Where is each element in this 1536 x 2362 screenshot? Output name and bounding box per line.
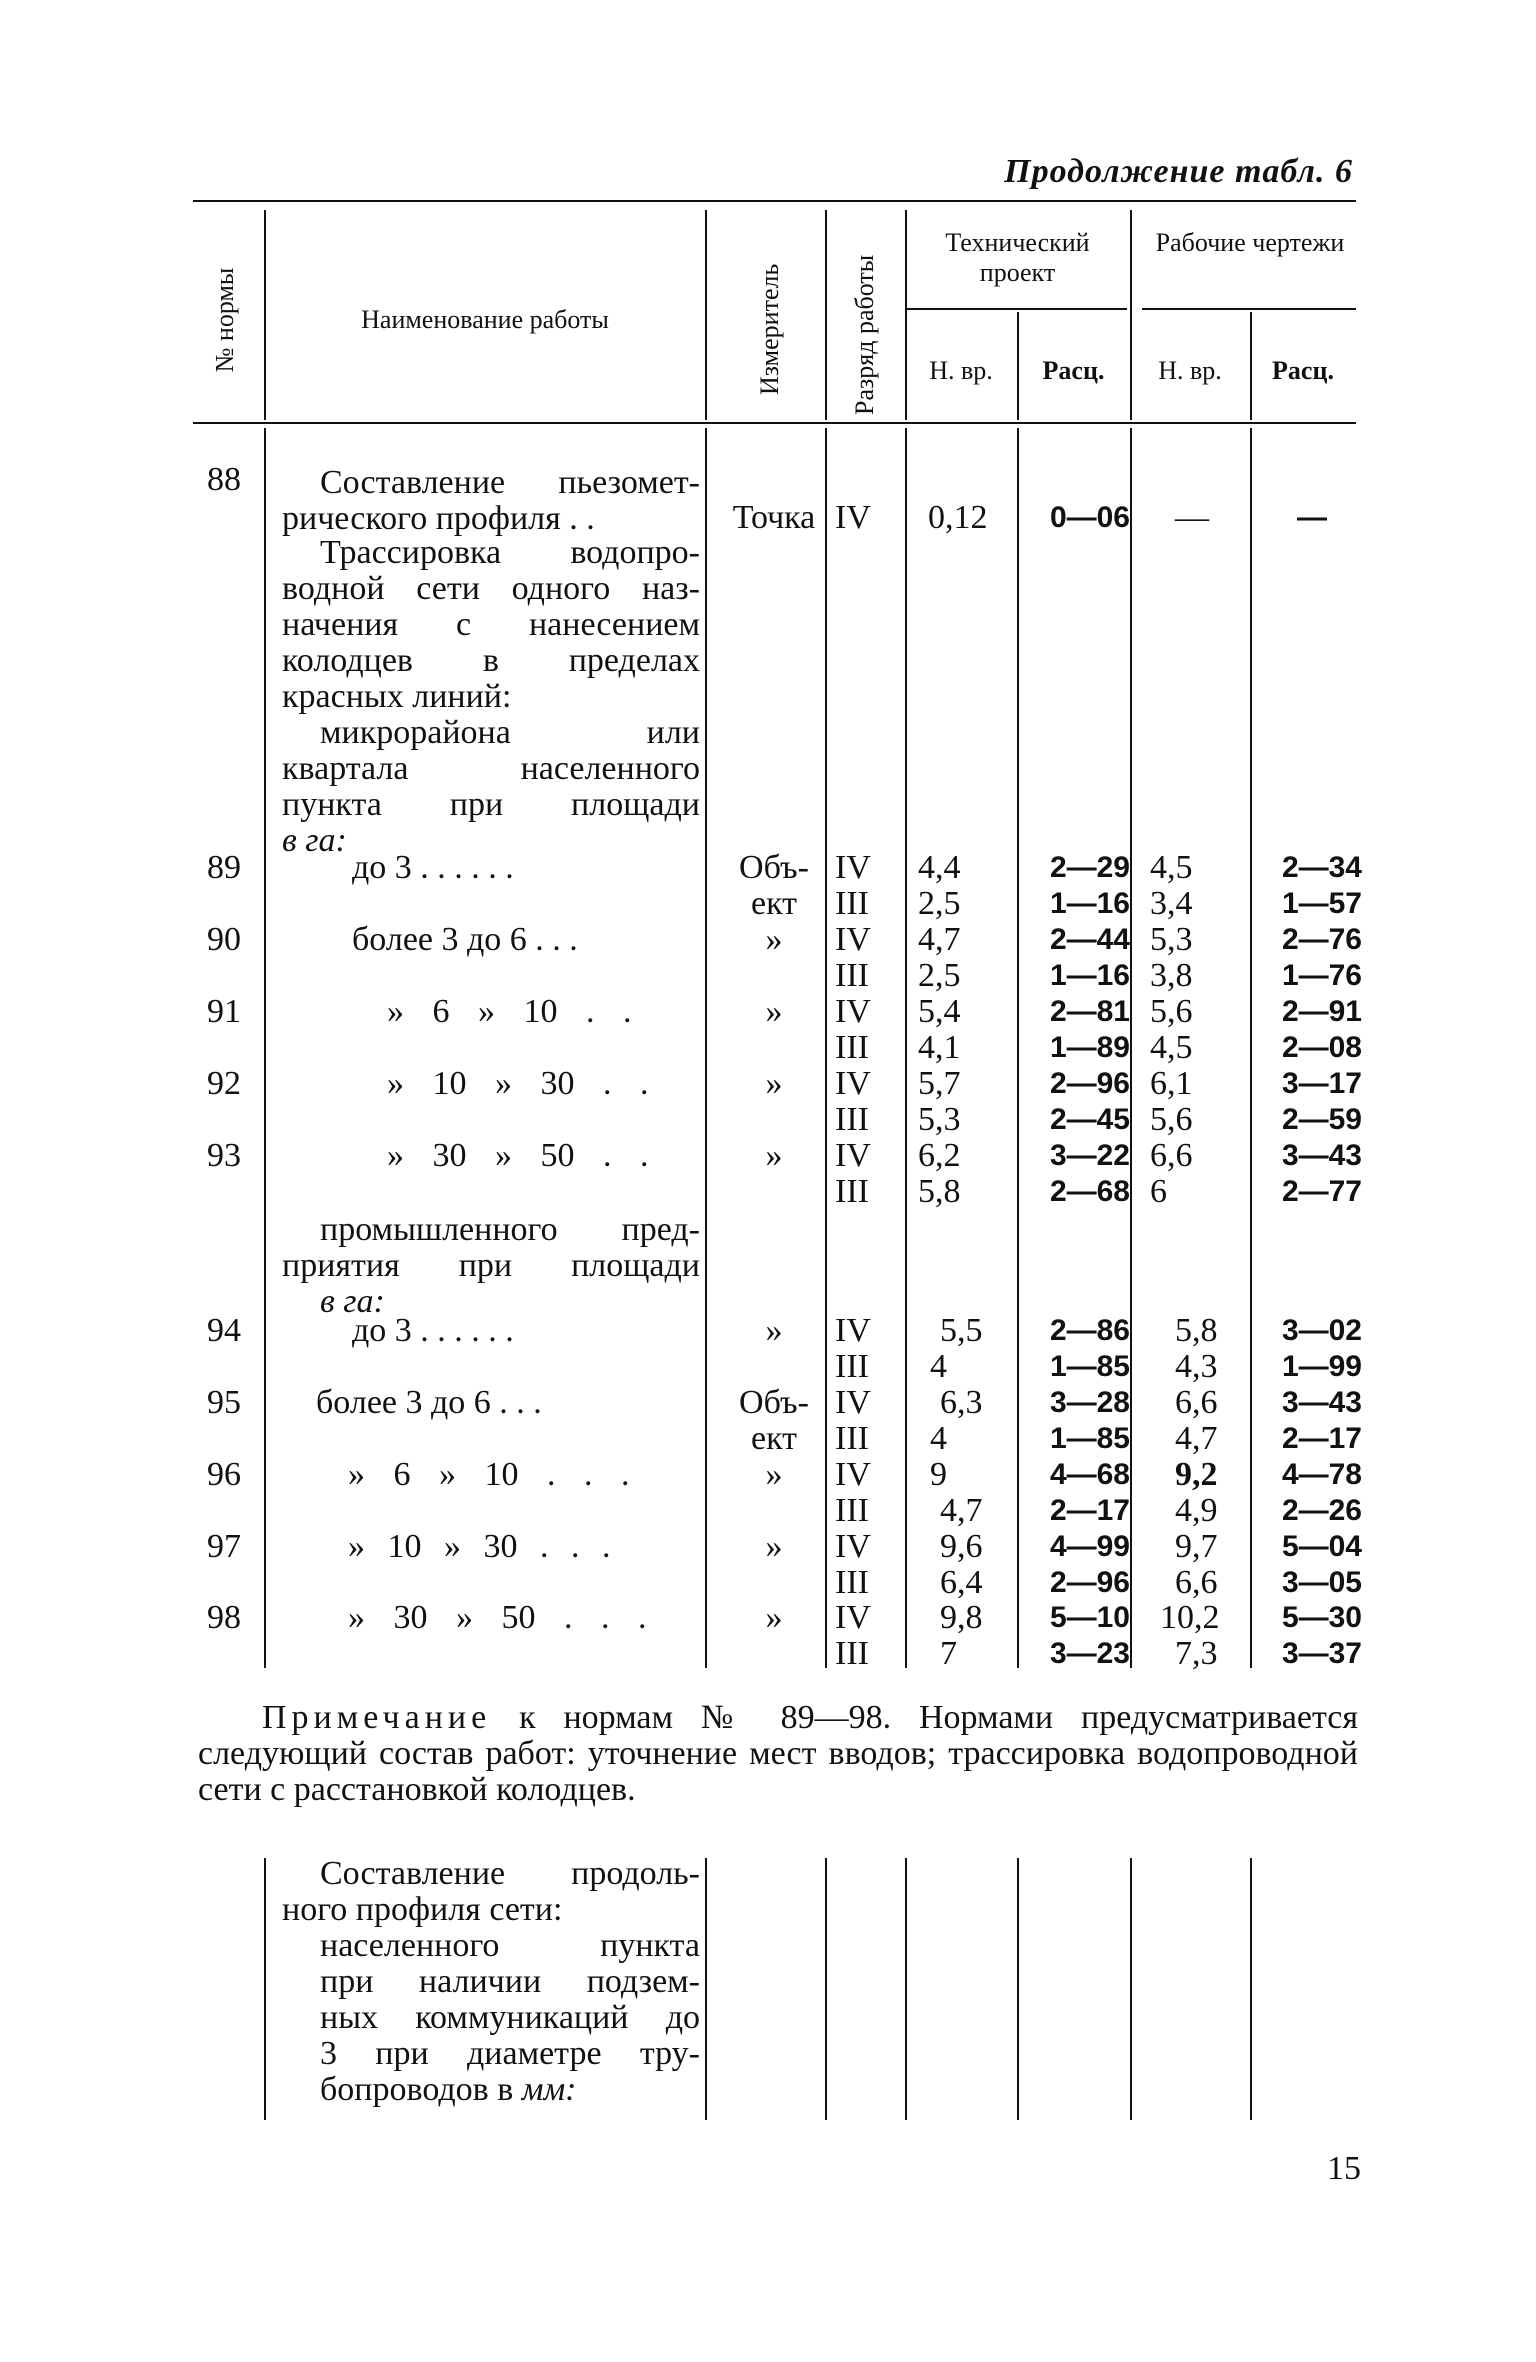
row-97-grade xyxy=(835,1529,903,1601)
row-94-rasc-work-val: 3—02 xyxy=(1281,1314,1362,1347)
row-96-nvr-work-val: 9,2 xyxy=(1175,1456,1218,1493)
row-94-grade-val: IV xyxy=(835,1312,871,1349)
row-91-rasc-work-val: 2—08 xyxy=(1281,1031,1362,1064)
row-96-rasc-tech xyxy=(1020,1457,1130,1529)
row-98-nvr-work-val: 10,2 xyxy=(1160,1599,1220,1636)
row-93-rasc-tech-val: 2—68 xyxy=(1049,1175,1130,1208)
tracing-heading-line: микрорайона или xyxy=(320,714,700,751)
row-91-nvr-tech-val: 5,4 xyxy=(918,993,961,1030)
row-98-rasc-tech-val: 5—10 xyxy=(1049,1601,1130,1634)
row-96-measure: » xyxy=(765,1456,783,1493)
row-97-measure: » xyxy=(765,1528,783,1565)
row-92-grade-val: III xyxy=(835,1101,869,1138)
header-rasc-work: Расц. xyxy=(1272,356,1334,385)
row-95-rasc-work xyxy=(1262,1385,1362,1457)
row-98-name: » 30 » 50 . . . xyxy=(348,1599,647,1636)
body-divider-6 xyxy=(1130,428,1132,1668)
row-93-rasc-work-val: 2—77 xyxy=(1281,1175,1362,1208)
row-97-nvr-work-val: 9,7 xyxy=(1175,1528,1218,1565)
row-93-rasc-tech xyxy=(1020,1138,1130,1210)
row-89-rasc-tech xyxy=(1020,850,1130,922)
row-89-rasc-work-val: 2—34 xyxy=(1281,851,1362,884)
header-grade xyxy=(825,254,905,420)
row-97-nvr-work xyxy=(1175,1529,1275,1601)
row-88-rasc-work: — xyxy=(1297,501,1327,534)
header-num: № нормы xyxy=(210,267,239,373)
profile-heading-line: бопроводов в мм: xyxy=(320,2071,577,2108)
row-90-rasc-tech-val: 2—44 xyxy=(1049,923,1130,956)
row-92-rasc-work-val: 3—17 xyxy=(1281,1067,1362,1100)
row-89-nvr-tech-val: 2,5 xyxy=(918,885,961,922)
row-89-grade-val: IV xyxy=(835,849,871,886)
row-90-nvr-tech-val: 2,5 xyxy=(918,957,961,994)
row-93-nvr-tech xyxy=(918,1138,1018,1210)
row-92-grade-val: IV xyxy=(835,1065,871,1102)
row-95-nvr-work-val: 4,7 xyxy=(1175,1420,1218,1457)
row-96-name: » 6 » 10 . . . xyxy=(348,1456,630,1493)
row-93-nvr-work xyxy=(1150,1138,1250,1210)
row-94-grade-val: III xyxy=(835,1348,869,1385)
row-92-rasc-work-val: 2—59 xyxy=(1281,1103,1362,1136)
body-divider-1 xyxy=(264,428,266,1668)
row-95-nvr-work xyxy=(1175,1385,1275,1457)
row-93-name: » 30 » 50 . . xyxy=(387,1137,649,1174)
row-94-rasc-tech xyxy=(1020,1313,1130,1385)
row-91-grade-val: III xyxy=(835,1029,869,1066)
row-91-grade xyxy=(835,994,903,1066)
col-divider-2 xyxy=(705,210,707,420)
row-94-grade xyxy=(835,1313,903,1385)
row-88-nvr-tech: 0,12 xyxy=(928,499,988,536)
row-93-measure: » xyxy=(765,1137,783,1174)
row-90-rasc-work xyxy=(1262,922,1362,994)
row-98-grade xyxy=(835,1600,903,1672)
row-96-rasc-work-val: 4—78 xyxy=(1281,1458,1362,1491)
row-89-nvr-work-val: 3,4 xyxy=(1150,885,1193,922)
row-89-name: до 3 . . . . . . xyxy=(352,849,514,886)
row-95-rasc-tech-val: 3—28 xyxy=(1049,1386,1130,1419)
row-91-rasc-tech xyxy=(1020,994,1130,1066)
row-92-measure: » xyxy=(765,1065,783,1102)
header-work-drawings: Рабочие чертежи xyxy=(1155,228,1345,257)
second-divider-6 xyxy=(1250,1858,1252,2120)
col-divider-1 xyxy=(264,210,266,420)
note-lead: Примечание xyxy=(262,1699,492,1736)
body-divider-4 xyxy=(905,428,907,1668)
row-93-grade-val: III xyxy=(835,1173,869,1210)
profile-heading-line: ного профиля сети: xyxy=(282,1891,563,1928)
row-92-nvr-work-val: 6,1 xyxy=(1150,1065,1193,1102)
second-divider-1 xyxy=(705,1858,707,2120)
row-98-rasc-work-val: 3—37 xyxy=(1281,1637,1362,1670)
row-90-grade-val: IV xyxy=(835,921,871,958)
page-number: 15 xyxy=(1327,2150,1361,2187)
row-89-grade-val: III xyxy=(835,885,869,922)
row-95-nvr-tech-val: 4 xyxy=(930,1420,947,1457)
row-95-rasc-work-val: 2—17 xyxy=(1281,1422,1362,1455)
row-92-grade xyxy=(835,1066,903,1138)
col-divider-4 xyxy=(905,210,907,420)
row-97-grade-val: III xyxy=(835,1564,869,1601)
industrial-heading-line: в га: xyxy=(320,1283,385,1320)
header-rasc-tech: Расц. xyxy=(1042,356,1105,385)
row-94-rasc-tech-val: 2—86 xyxy=(1049,1314,1130,1347)
tracing-heading-line: в га: xyxy=(282,822,347,859)
row-90-grade-val: III xyxy=(835,957,869,994)
profile-heading-line: Составление продоль- xyxy=(320,1855,700,1892)
row-92-rasc-tech xyxy=(1020,1066,1130,1138)
row-93-num: 93 xyxy=(207,1137,241,1174)
row-95-num: 95 xyxy=(207,1384,241,1421)
row-88-grade: IV xyxy=(835,499,871,536)
header-tech-project: Технический проект xyxy=(945,228,1090,287)
row-97-rasc-work-val: 5—04 xyxy=(1281,1530,1362,1563)
row-97-rasc-work-val: 3—05 xyxy=(1281,1566,1362,1599)
row-92-num: 92 xyxy=(207,1065,241,1102)
industrial-heading-line: промышленного пред- xyxy=(320,1211,700,1248)
row-89-measure-text: ект xyxy=(750,885,798,922)
row-98-measure: » xyxy=(765,1599,783,1636)
row-88-measure: Точка xyxy=(732,499,816,536)
row-93-nvr-tech-val: 6,2 xyxy=(918,1137,961,1174)
note-text: к нормам № 89—98. Нормами предусматривается следующий состав работ: уточнение мест вводов; трассировка водопроводной сети с расстановкой колодцев. xyxy=(198,1699,1358,1808)
row-94-rasc-work-val: 1—99 xyxy=(1281,1350,1362,1383)
row-96-nvr-tech-val: 9 xyxy=(930,1456,947,1493)
row-95-rasc-tech-val: 1—85 xyxy=(1049,1422,1130,1455)
row-89-nvr-tech xyxy=(918,850,1018,922)
second-divider-0 xyxy=(264,1858,266,2120)
row-95-measure-text: Объ- xyxy=(739,1384,809,1421)
row-96-nvr-work xyxy=(1175,1457,1275,1529)
tracing-heading-line: водной сети одного наз- xyxy=(282,570,700,607)
row-98-nvr-tech-val: 9,8 xyxy=(940,1599,983,1636)
table-top-rule xyxy=(193,200,1356,202)
header-nvr-tech: Н. вр. xyxy=(929,356,993,385)
row-91-num: 91 xyxy=(207,993,241,1030)
row-90-grade xyxy=(835,922,903,994)
row-88-nvr-work: — xyxy=(1175,499,1209,536)
row-89-rasc-tech-val: 1—16 xyxy=(1049,887,1130,920)
row-94-name: до 3 . . . . . . xyxy=(352,1312,514,1349)
row-95-rasc-work-val: 3—43 xyxy=(1281,1386,1362,1419)
row-94-nvr-work xyxy=(1175,1313,1275,1385)
row-90-name: более 3 до 6 . . . xyxy=(352,921,578,958)
row-97-rasc-tech-val: 2—96 xyxy=(1049,1566,1130,1599)
row-96-rasc-work xyxy=(1262,1457,1362,1529)
row-98-num: 98 xyxy=(207,1599,241,1636)
row-98-rasc-tech-val: 3—23 xyxy=(1049,1637,1130,1670)
row-91-nvr-tech xyxy=(918,994,1018,1066)
row-94-nvr-work-val: 5,8 xyxy=(1175,1312,1218,1349)
row-92-rasc-tech-val: 2—45 xyxy=(1049,1103,1130,1136)
header-bottom-rule xyxy=(193,422,1356,424)
row-98-rasc-work-val: 5—30 xyxy=(1281,1601,1362,1634)
second-divider-5 xyxy=(1130,1858,1132,2120)
tracing-heading-line: красных линий: xyxy=(282,678,512,715)
row-88-rasc-tech: 0—06 xyxy=(1049,501,1130,534)
row-97-name: » 10 » 30 . . . xyxy=(348,1528,611,1565)
second-divider-3 xyxy=(905,1858,907,2120)
row-91-grade-val: IV xyxy=(835,993,871,1030)
row-96-rasc-work-val: 2—26 xyxy=(1281,1494,1362,1527)
row-88-name-line: рического профиля . . xyxy=(282,500,595,537)
row-90-nvr-tech xyxy=(918,922,1018,994)
row-96-num: 96 xyxy=(207,1456,241,1493)
row-96-nvr-work-val: 4,9 xyxy=(1175,1492,1218,1529)
row-91-nvr-work xyxy=(1150,994,1250,1066)
row-88-name-line: Составление пьезомет- xyxy=(320,464,700,501)
longitudinal-profile-heading xyxy=(282,1856,700,2108)
row-97-grade-val: IV xyxy=(835,1528,871,1565)
row-95-measure-text: ект xyxy=(750,1420,798,1457)
row-93-grade-val: IV xyxy=(835,1137,871,1174)
row-96-rasc-tech-val: 4—68 xyxy=(1049,1458,1130,1491)
row-97-rasc-tech xyxy=(1020,1529,1130,1601)
row-94-measure: » xyxy=(765,1312,783,1349)
profile-heading-line: населенного пункта xyxy=(320,1927,700,1964)
row-92-nvr-tech-val: 5,7 xyxy=(918,1065,961,1102)
row-95-grade xyxy=(835,1385,903,1457)
row-89-rasc-work xyxy=(1262,850,1362,922)
row-93-rasc-work-val: 3—43 xyxy=(1281,1139,1362,1172)
row-95-grade-val: III xyxy=(835,1420,869,1457)
tracing-heading xyxy=(282,535,700,859)
row-90-rasc-work-val: 2—76 xyxy=(1281,923,1362,956)
row-91-name: » 6 » 10 . . xyxy=(387,993,632,1030)
row-89-nvr-work xyxy=(1150,850,1250,922)
row-95-nvr-work-val: 6,6 xyxy=(1175,1384,1218,1421)
row-96-nvr-tech-val: 4,7 xyxy=(940,1492,983,1529)
subheader-rule-tech xyxy=(905,308,1127,310)
second-divider-4 xyxy=(1017,1858,1019,2120)
row-97-num: 97 xyxy=(207,1528,241,1565)
row-93-nvr-tech-val: 5,8 xyxy=(918,1173,961,1210)
col-divider-6 xyxy=(1130,210,1132,420)
row-90-nvr-work-val: 3,8 xyxy=(1150,957,1193,994)
row-94-rasc-tech-val: 1—85 xyxy=(1049,1350,1130,1383)
row-93-rasc-work xyxy=(1262,1138,1362,1210)
row-91-nvr-work-val: 5,6 xyxy=(1150,993,1193,1030)
row-98-grade-val: IV xyxy=(835,1599,871,1636)
row-98-rasc-tech xyxy=(1020,1600,1130,1672)
row-93-nvr-work-val: 6,6 xyxy=(1150,1137,1193,1174)
row-94-nvr-work-val: 4,3 xyxy=(1175,1348,1218,1385)
row-98-nvr-work-val: 7,3 xyxy=(1175,1635,1218,1672)
row-92-nvr-work xyxy=(1150,1066,1250,1138)
row-91-measure: » xyxy=(765,993,783,1030)
row-95-nvr-tech-val: 6,3 xyxy=(940,1384,983,1421)
header-grade-text: Разряд работы xyxy=(850,254,879,415)
row-98-nvr-work xyxy=(1160,1600,1260,1672)
row-98-rasc-work xyxy=(1262,1600,1362,1672)
row-92-nvr-tech-val: 5,3 xyxy=(918,1101,961,1138)
row-96-grade xyxy=(835,1457,903,1529)
row-92-nvr-work-val: 5,6 xyxy=(1150,1101,1193,1138)
tracing-heading-line: пункта при площади xyxy=(282,786,700,823)
profile-heading-line: при наличии подзем- xyxy=(320,1963,700,2000)
row-91-rasc-tech-val: 2—81 xyxy=(1049,995,1130,1028)
row-90-nvr-work xyxy=(1150,922,1250,994)
profile-heading-line: 3 при диаметре тру- xyxy=(320,2035,700,2072)
row-93-nvr-work-val: 6 xyxy=(1150,1173,1167,1210)
row-89-rasc-tech-val: 2—29 xyxy=(1049,851,1130,884)
row-90-rasc-tech xyxy=(1020,922,1130,994)
row-93-rasc-tech-val: 3—22 xyxy=(1049,1139,1130,1172)
row-94-nvr-tech-val: 5,5 xyxy=(940,1312,983,1349)
row-89-measure xyxy=(720,850,828,922)
row-90-rasc-tech-val: 1—16 xyxy=(1049,959,1130,992)
row-94-rasc-work xyxy=(1262,1313,1362,1385)
row-98-grade-val: III xyxy=(835,1635,869,1672)
table-note xyxy=(198,1700,1358,1808)
row-94-num: 94 xyxy=(207,1312,241,1349)
row-95-name: более 3 до 6 . . . xyxy=(316,1384,542,1421)
row-88-name xyxy=(282,465,700,537)
row-90-num: 90 xyxy=(207,921,241,958)
table-continuation-caption: Продолжение табл. 6 xyxy=(1004,153,1353,190)
row-95-rasc-tech xyxy=(1020,1385,1130,1457)
row-96-grade-val: III xyxy=(835,1492,869,1529)
row-92-name: » 10 » 30 . . xyxy=(387,1065,649,1102)
tracing-heading-line: Трассировка водопро- xyxy=(320,534,700,571)
header-name: Наименование работы xyxy=(361,305,609,334)
profile-heading-line: ных коммуникаций до xyxy=(320,1999,700,2036)
row-89-nvr-tech-val: 4,4 xyxy=(918,849,961,886)
row-90-rasc-work-val: 1—76 xyxy=(1281,959,1362,992)
row-92-rasc-work xyxy=(1262,1066,1362,1138)
industrial-heading-line: приятия при площади xyxy=(282,1247,700,1284)
row-91-nvr-work-val: 4,5 xyxy=(1150,1029,1193,1066)
header-nvr-work: Н. вр. xyxy=(1158,356,1222,385)
row-94-nvr-tech-val: 4 xyxy=(930,1348,947,1385)
second-divider-2 xyxy=(825,1858,827,2120)
row-96-grade-val: IV xyxy=(835,1456,871,1493)
row-97-rasc-tech-val: 4—99 xyxy=(1049,1530,1130,1563)
tracing-heading-line: колодцев в пределах xyxy=(282,642,700,679)
row-92-nvr-tech xyxy=(918,1066,1018,1138)
row-89-grade xyxy=(835,850,903,922)
row-98-nvr-tech-val: 7 xyxy=(940,1635,957,1672)
row-93-grade xyxy=(835,1138,903,1210)
row-89-rasc-work-val: 1—57 xyxy=(1281,887,1362,920)
row-90-measure: » xyxy=(765,921,783,958)
tracing-heading-line: квартала населенного xyxy=(282,750,700,787)
row-91-rasc-work-val: 2—91 xyxy=(1281,995,1362,1028)
row-91-nvr-tech-val: 4,1 xyxy=(918,1029,961,1066)
row-90-nvr-tech-val: 4,7 xyxy=(918,921,961,958)
row-96-rasc-tech-val: 2—17 xyxy=(1049,1494,1130,1527)
header-measure: Измеритель xyxy=(755,263,784,395)
row-91-rasc-work xyxy=(1262,994,1362,1066)
row-88-num: 88 xyxy=(207,461,241,498)
industrial-heading xyxy=(282,1212,700,1320)
row-89-nvr-work-val: 4,5 xyxy=(1150,849,1193,886)
tracing-heading-line: начения с нанесением xyxy=(282,606,700,643)
row-95-measure xyxy=(720,1385,828,1457)
row-97-nvr-tech-val: 9,6 xyxy=(940,1528,983,1565)
row-97-nvr-work-val: 6,6 xyxy=(1175,1564,1218,1601)
row-90-nvr-work-val: 5,3 xyxy=(1150,921,1193,958)
subheader-rule-work xyxy=(1142,308,1356,310)
row-92-rasc-tech-val: 2—96 xyxy=(1049,1067,1130,1100)
row-89-num: 89 xyxy=(207,849,241,886)
row-89-measure-text: Объ- xyxy=(739,849,809,886)
row-91-rasc-tech-val: 1—89 xyxy=(1049,1031,1130,1064)
unit-mm: мм: xyxy=(521,2071,577,2108)
row-97-rasc-work xyxy=(1262,1529,1362,1601)
row-95-grade-val: IV xyxy=(835,1384,871,1421)
row-97-nvr-tech-val: 6,4 xyxy=(940,1564,983,1601)
